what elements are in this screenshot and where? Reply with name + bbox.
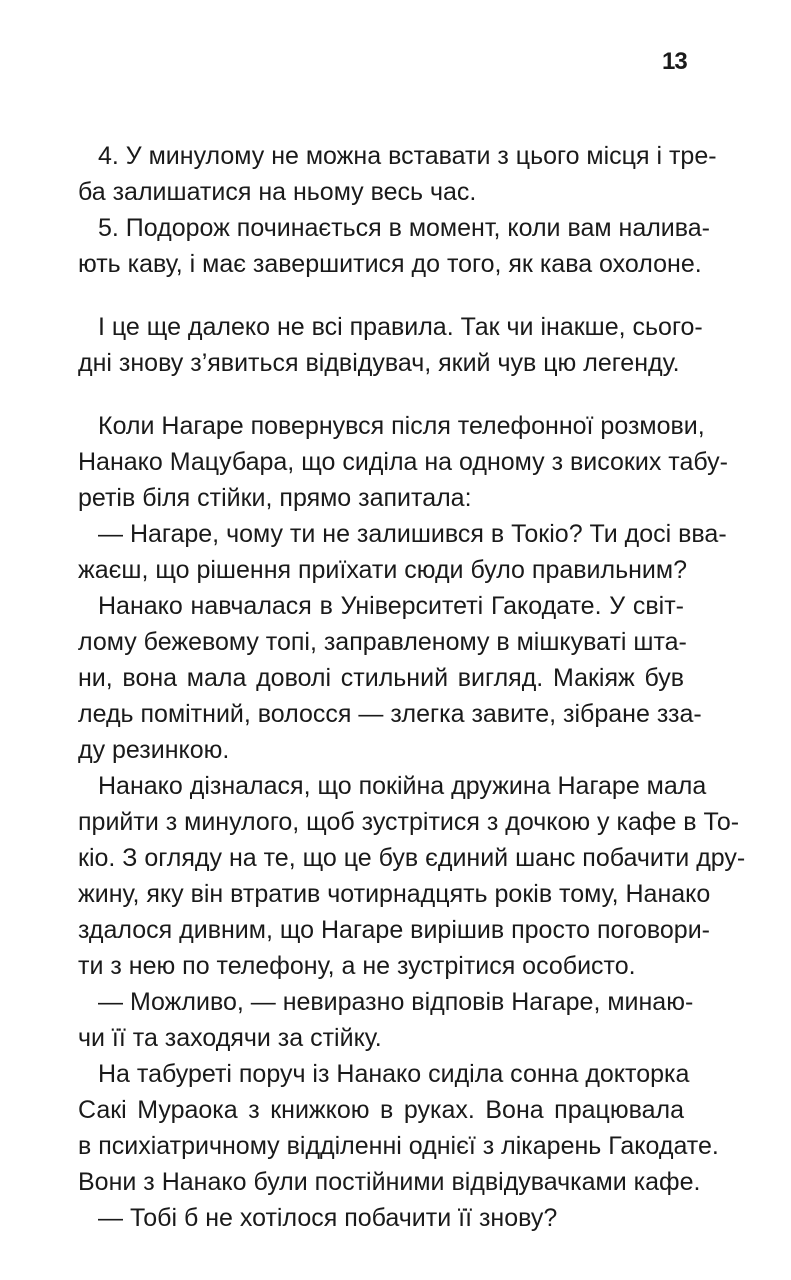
text-line: ду резинкою. [78,736,230,764]
text-line: кіо. З огляду на те, що це був єдиний шанс побачити дру- [78,844,746,872]
text-line: жину, яку він втратив чотирнадцять років тому, Нанако [78,880,711,908]
text-line: в психіатричному відділенні однієї з лікарень Гакодате. [78,1132,719,1160]
text-line: Нанако Мацубара, що сиділа на одному з високих табу- [78,448,728,476]
text-line: — Нагаре, чому ти не залишився в Токіо? Ти досі вва- [98,520,727,548]
paragraph [78,984,694,1056]
text-line: дні знову з’явиться відвідувач, який чув цю легенду. [78,349,680,377]
text-line: Коли Нагаре повернувся після телефонної розмови, [98,412,705,440]
body-text [78,138,746,1236]
paragraph [78,138,717,210]
paragraph [78,588,702,768]
text-line: ледь помітний, волосся — злегка завите, зібране зза- [78,700,702,728]
paragraph [78,768,746,984]
paragraph [78,1200,684,1236]
text-line: Вони з Нанако були постійними відвідувачками кафе. [78,1168,701,1196]
paragraph [78,1056,719,1200]
paragraph [78,516,727,588]
text-line: 5. Подорож починається в момент, коли вам налива- [98,214,710,242]
text-line: На табуреті поруч із Нанако сиділа сонна докторка [98,1060,690,1088]
text-line: жаєш, що рішення приїхати сюди було правильним? [78,556,687,584]
text-line: І це ще далеко не всі правила. Так чи інакше, сього- [98,313,703,341]
paragraph-gap [78,381,684,408]
text-line: ють каву, і має завершитися до того, як кава охолоне. [78,250,702,278]
text-line: ретів біля стійки, прямо запитала: [78,484,472,512]
paragraph [78,309,703,381]
text-line: ни, вона мала доволі стильний вигляд. Макіяж був [78,664,684,692]
text-line: Нанако навчалася в Університеті Гакодате. У світ- [98,592,684,620]
page-number: 13 [662,48,687,75]
text-line: чи її та заходячи за стійку. [78,1024,382,1052]
text-line: здалося дивним, що Нагаре вирішив просто поговори- [78,916,710,944]
text-line: прийти з минулого, щоб зустрітися з дочкою у кафе в То- [78,808,740,836]
paragraph [78,408,728,516]
paragraph-gap [78,282,684,309]
text-line: Нанако дізналася, що покійна дружина Нагаре мала [98,772,707,800]
text-line: ба залишатися на ньому весь час. [78,178,477,206]
text-line: 4. У минулому не можна вставати з цього місця і тре- [98,142,717,170]
text-line: Сакі Мураока з книжкою в руках. Вона працювала [78,1096,684,1124]
text-line: — Тобі б не хотілося побачити її знову? [98,1204,558,1232]
paragraph [78,210,710,282]
text-line: ти з нею по телефону, а не зустрітися особисто. [78,952,636,980]
text-line: лому бежевому топі, заправленому в мішкуваті шта- [78,628,687,656]
text-line: — Можливо, — невиразно відповів Нагаре, минаю- [98,988,694,1016]
